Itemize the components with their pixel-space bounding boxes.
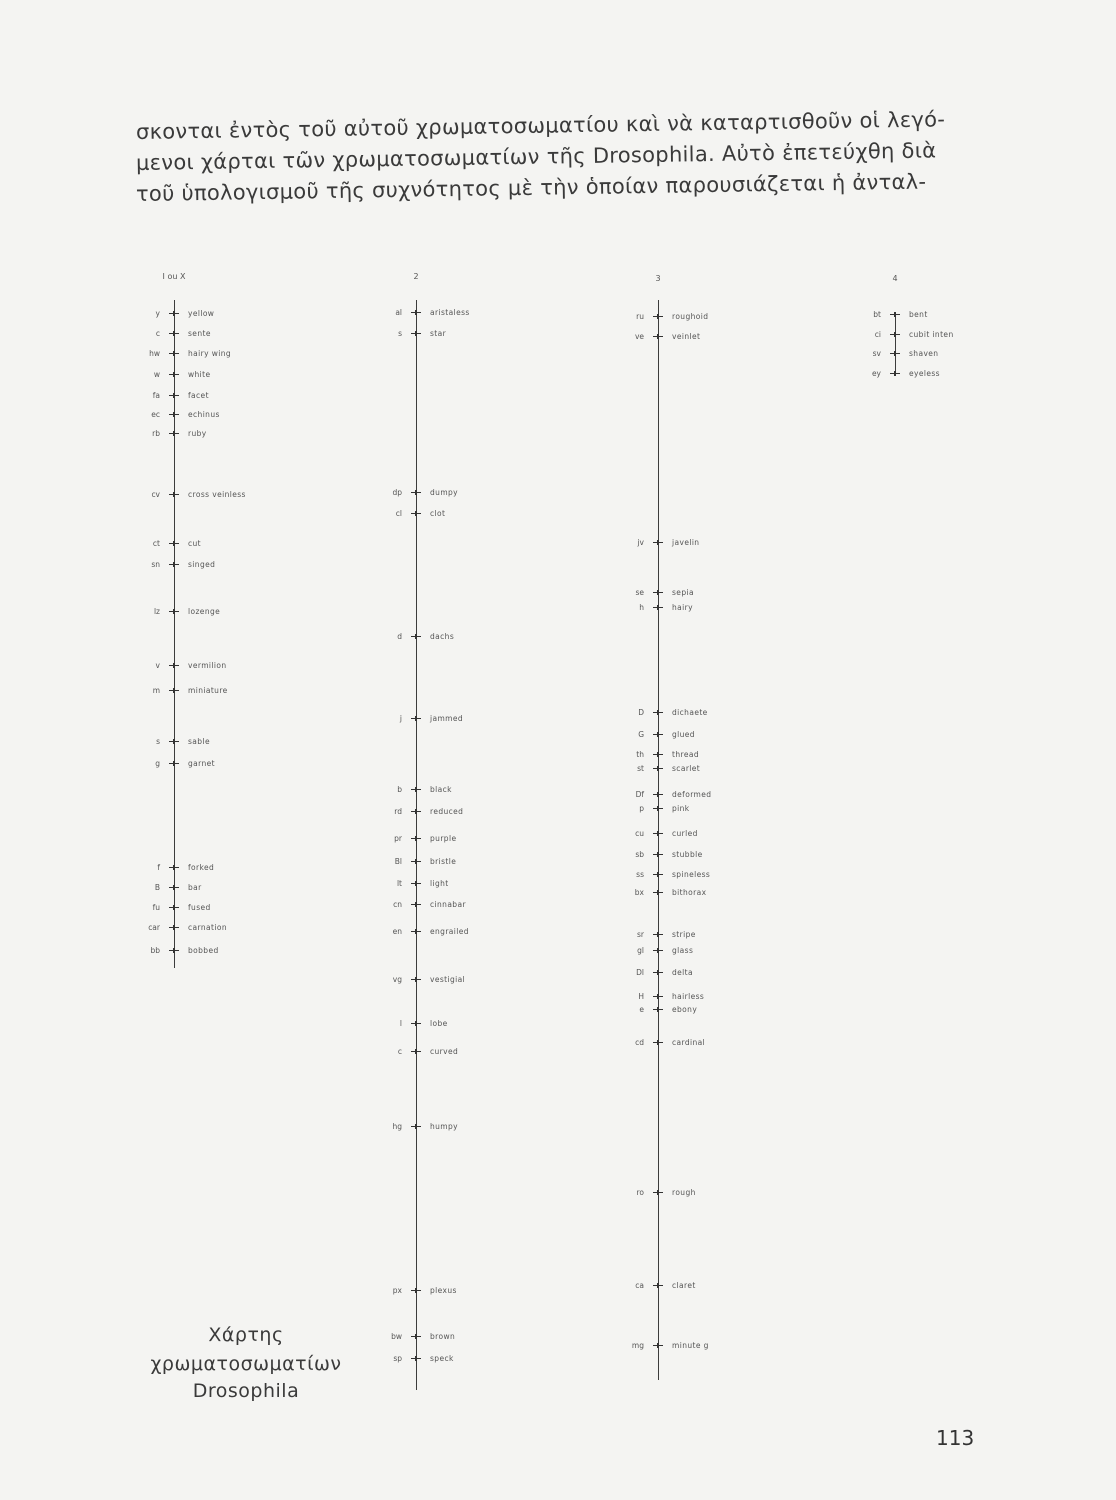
- gene-symbol: bx: [634, 888, 644, 897]
- locus-tick: [653, 794, 663, 795]
- gene-symbol: s: [156, 737, 160, 746]
- gene-symbol: cd: [635, 1038, 644, 1047]
- gene-name: brown: [430, 1332, 456, 1341]
- gene-name: engrailed: [430, 927, 469, 936]
- gene-name: hairless: [672, 992, 705, 1001]
- gene-symbol: H: [638, 992, 644, 1001]
- gene-symbol: l: [399, 1019, 402, 1028]
- gene-symbol: e: [639, 1005, 644, 1014]
- gene-symbol: vg: [392, 975, 402, 984]
- gene-name: glued: [672, 730, 695, 739]
- locus-tick: [411, 1051, 421, 1052]
- gene-name: stubble: [672, 850, 703, 859]
- gene-name: shaven: [909, 349, 939, 358]
- locus-tick: [890, 373, 900, 374]
- gene-name: bobbed: [188, 946, 219, 955]
- locus-tick: [890, 334, 900, 335]
- gene-symbol: jv: [637, 538, 644, 547]
- gene-symbol: ve: [634, 332, 644, 341]
- gene-symbol: cl: [395, 509, 402, 518]
- gene-name: minute g: [672, 1341, 709, 1350]
- gene-name: light: [430, 879, 449, 888]
- gene-name: fused: [188, 903, 211, 912]
- locus-tick: [653, 1192, 663, 1193]
- gene-symbol: sn: [151, 560, 160, 569]
- body-text-line-3: τοῦ ὑπολογισμοῦ τῆς συχνότητος μὲ τὴν ὁποίαν παρουσιάζεται ἡ ἀνταλ-: [135, 169, 927, 206]
- gene-symbol: g: [155, 759, 160, 768]
- locus-tick: [653, 833, 663, 834]
- locus-tick: [411, 931, 421, 932]
- gene-name: stripe: [672, 930, 696, 939]
- gene-name: star: [430, 329, 447, 338]
- gene-name: speck: [430, 1354, 454, 1363]
- gene-name: pink: [672, 804, 690, 813]
- chromosome-title: I ou X: [162, 272, 186, 281]
- gene-symbol: h: [639, 603, 644, 612]
- locus-tick: [411, 789, 421, 790]
- locus-tick: [169, 414, 179, 415]
- gene-name: hairy wing: [188, 349, 232, 358]
- locus-tick: [653, 316, 663, 317]
- gene-symbol: pr: [394, 834, 402, 843]
- gene-name: singed: [188, 560, 216, 569]
- gene-symbol: mg: [631, 1341, 644, 1350]
- gene-symbol: bb: [150, 946, 160, 955]
- locus-tick: [411, 492, 421, 493]
- chromosome-title: 4: [892, 274, 898, 283]
- gene-name: curved: [430, 1047, 459, 1056]
- locus-tick: [653, 1285, 663, 1286]
- gene-symbol: Dl: [636, 968, 644, 977]
- locus-tick: [169, 665, 179, 666]
- gene-name: plexus: [430, 1286, 457, 1295]
- locus-tick: [653, 934, 663, 935]
- gene-name: claret: [672, 1281, 696, 1290]
- locus-tick: [653, 592, 663, 593]
- locus-tick: [653, 1345, 663, 1346]
- gene-name: cross veinless: [188, 490, 246, 499]
- caption-line-3: Drosophila: [192, 1380, 300, 1402]
- locus-tick: [653, 712, 663, 713]
- gene-symbol: car: [148, 923, 160, 932]
- locus-tick: [653, 336, 663, 337]
- body-text-line-1: σκονται ἐντὸς τοῦ αὐτοῦ χρωματοσωματίου καὶ νὰ καταρτισθοῦν οἱ λεγό-: [135, 107, 946, 144]
- locus-tick: [411, 861, 421, 862]
- gene-symbol: w: [153, 370, 160, 379]
- locus-tick: [411, 904, 421, 905]
- chromosome-title: 3: [655, 274, 661, 283]
- gene-symbol: j: [399, 714, 402, 723]
- gene-symbol: gl: [637, 946, 644, 955]
- locus-tick: [169, 353, 179, 354]
- locus-tick: [411, 636, 421, 637]
- gene-name: veinlet: [672, 332, 701, 341]
- gene-symbol: p: [639, 804, 644, 813]
- gene-name: miniature: [188, 686, 228, 695]
- gene-name: eyeless: [909, 369, 940, 378]
- locus-tick: [169, 611, 179, 612]
- gene-symbol: ci: [874, 330, 881, 339]
- gene-symbol: px: [392, 1286, 402, 1295]
- locus-tick: [890, 353, 900, 354]
- gene-name: garnet: [188, 759, 216, 768]
- chromosome-line: [416, 300, 417, 1390]
- locus-tick: [411, 883, 421, 884]
- gene-symbol: ec: [151, 410, 160, 419]
- gene-name: roughoid: [672, 312, 709, 321]
- chromosome-line: [895, 312, 896, 372]
- locus-tick: [411, 1290, 421, 1291]
- gene-name: javelin: [672, 538, 700, 547]
- gene-name: curled: [672, 829, 698, 838]
- locus-tick: [169, 907, 179, 908]
- gene-name: scarlet: [672, 764, 701, 773]
- gene-symbol: s: [398, 329, 402, 338]
- gene-name: ebony: [672, 1005, 698, 1014]
- gene-name: facet: [188, 391, 209, 400]
- gene-symbol: v: [155, 661, 160, 670]
- locus-tick: [411, 1336, 421, 1337]
- locus-tick: [411, 811, 421, 812]
- locus-tick: [169, 887, 179, 888]
- gene-name: cardinal: [672, 1038, 706, 1047]
- locus-tick: [653, 607, 663, 608]
- gene-symbol: bt: [873, 310, 881, 319]
- gene-symbol: th: [636, 750, 644, 759]
- gene-symbol: cv: [151, 490, 160, 499]
- locus-tick: [653, 1009, 663, 1010]
- gene-name: lozenge: [188, 607, 221, 616]
- gene-symbol: al: [395, 308, 402, 317]
- locus-tick: [411, 333, 421, 334]
- gene-symbol: Bl: [394, 857, 402, 866]
- gene-name: bar: [188, 883, 202, 892]
- gene-name: rough: [672, 1188, 696, 1197]
- caption-line-2: χρωματοσωματίων: [150, 1353, 342, 1375]
- locus-tick: [653, 950, 663, 951]
- gene-name: sente: [188, 329, 211, 338]
- locus-tick: [169, 741, 179, 742]
- gene-symbol: f: [157, 863, 160, 872]
- gene-name: bent: [909, 310, 928, 319]
- gene-name: bithorax: [672, 888, 707, 897]
- gene-name: forked: [188, 863, 215, 872]
- locus-tick: [411, 718, 421, 719]
- chromosome-title: 2: [413, 272, 419, 281]
- locus-tick: [890, 314, 900, 315]
- locus-tick: [169, 763, 179, 764]
- locus-tick: [169, 543, 179, 544]
- gene-name: sepia: [672, 588, 694, 597]
- gene-symbol: ct: [152, 539, 160, 548]
- gene-symbol: lz: [153, 607, 160, 616]
- gene-symbol: sb: [635, 850, 644, 859]
- locus-tick: [169, 564, 179, 565]
- locus-tick: [169, 395, 179, 396]
- gene-symbol: c: [155, 329, 160, 338]
- gene-symbol: rd: [394, 807, 402, 816]
- gene-symbol: B: [154, 883, 160, 892]
- locus-tick: [653, 1042, 663, 1043]
- gene-name: white: [188, 370, 211, 379]
- locus-tick: [411, 513, 421, 514]
- locus-tick: [653, 754, 663, 755]
- gene-symbol: D: [638, 708, 644, 717]
- gene-symbol: ey: [871, 369, 881, 378]
- locus-tick: [169, 333, 179, 334]
- locus-tick: [411, 1023, 421, 1024]
- gene-symbol: hg: [392, 1122, 402, 1131]
- gene-symbol: sv: [872, 349, 881, 358]
- gene-name: sable: [188, 737, 210, 746]
- gene-name: jammed: [430, 714, 464, 723]
- gene-name: humpy: [430, 1122, 459, 1131]
- gene-symbol: sr: [637, 930, 644, 939]
- gene-name: delta: [672, 968, 693, 977]
- locus-tick: [169, 374, 179, 375]
- gene-symbol: sp: [393, 1354, 402, 1363]
- gene-symbol: y: [155, 309, 160, 318]
- locus-tick: [169, 927, 179, 928]
- body-text-line-2: μενοι χάρται τῶν χρωματοσωματίων τῆς Drosophila. Αὐτὸ ἐπετεύχθη διὰ: [135, 138, 937, 175]
- gene-name: echinus: [188, 410, 220, 419]
- gene-symbol: ca: [635, 1281, 644, 1290]
- gene-name: spineless: [672, 870, 711, 879]
- gene-symbol: ro: [636, 1188, 644, 1197]
- gene-symbol: ss: [636, 870, 644, 879]
- gene-symbol: bw: [391, 1332, 402, 1341]
- locus-tick: [411, 312, 421, 313]
- locus-tick: [169, 433, 179, 434]
- gene-symbol: st: [637, 764, 644, 773]
- locus-tick: [169, 313, 179, 314]
- locus-tick: [653, 892, 663, 893]
- gene-symbol: ru: [636, 312, 644, 321]
- gene-symbol: rb: [152, 429, 160, 438]
- gene-symbol: Df: [635, 790, 644, 799]
- locus-tick: [653, 542, 663, 543]
- gene-name: carnation: [188, 923, 227, 932]
- gene-symbol: m: [152, 686, 160, 695]
- gene-name: lobe: [430, 1019, 448, 1028]
- locus-tick: [411, 979, 421, 980]
- gene-name: dachs: [430, 632, 455, 641]
- gene-symbol: cu: [635, 829, 644, 838]
- gene-symbol: hw: [149, 349, 160, 358]
- page-number: 113: [936, 1426, 975, 1450]
- gene-name: yellow: [188, 309, 215, 318]
- gene-symbol: dp: [392, 488, 402, 497]
- gene-symbol: G: [638, 730, 644, 739]
- gene-name: aristaless: [430, 308, 470, 317]
- locus-tick: [411, 1126, 421, 1127]
- gene-name: ruby: [188, 429, 207, 438]
- gene-name: deformed: [672, 790, 712, 799]
- gene-name: dichaete: [672, 708, 708, 717]
- locus-tick: [653, 808, 663, 809]
- gene-name: hairy: [672, 603, 693, 612]
- gene-name: glass: [672, 946, 694, 955]
- gene-name: clot: [430, 509, 446, 518]
- locus-tick: [653, 734, 663, 735]
- locus-tick: [411, 838, 421, 839]
- gene-symbol: b: [397, 785, 402, 794]
- gene-symbol: cn: [393, 900, 402, 909]
- gene-symbol: se: [635, 588, 644, 597]
- gene-symbol: en: [392, 927, 402, 936]
- locus-tick: [653, 854, 663, 855]
- gene-symbol: c: [397, 1047, 402, 1056]
- gene-name: cubit inten: [909, 330, 954, 339]
- locus-tick: [653, 972, 663, 973]
- caption-line-1: Χάρτης: [208, 1324, 284, 1346]
- locus-tick: [653, 768, 663, 769]
- locus-tick: [653, 874, 663, 875]
- gene-name: cut: [188, 539, 202, 548]
- gene-name: black: [430, 785, 452, 794]
- locus-tick: [169, 867, 179, 868]
- gene-symbol: lt: [396, 879, 402, 888]
- gene-name: dumpy: [430, 488, 459, 497]
- gene-name: thread: [672, 750, 699, 759]
- gene-symbol: fu: [152, 903, 160, 912]
- gene-name: bristle: [430, 857, 457, 866]
- chromosome-line: [658, 300, 659, 1380]
- gene-name: reduced: [430, 807, 464, 816]
- gene-name: vermilion: [188, 661, 227, 670]
- gene-symbol: d: [397, 632, 402, 641]
- locus-tick: [169, 690, 179, 691]
- gene-name: cinnabar: [430, 900, 466, 909]
- gene-name: vestigial: [430, 975, 466, 984]
- gene-name: purple: [430, 834, 457, 843]
- gene-symbol: fa: [152, 391, 160, 400]
- locus-tick: [169, 494, 179, 495]
- locus-tick: [653, 996, 663, 997]
- locus-tick: [169, 950, 179, 951]
- locus-tick: [411, 1358, 421, 1359]
